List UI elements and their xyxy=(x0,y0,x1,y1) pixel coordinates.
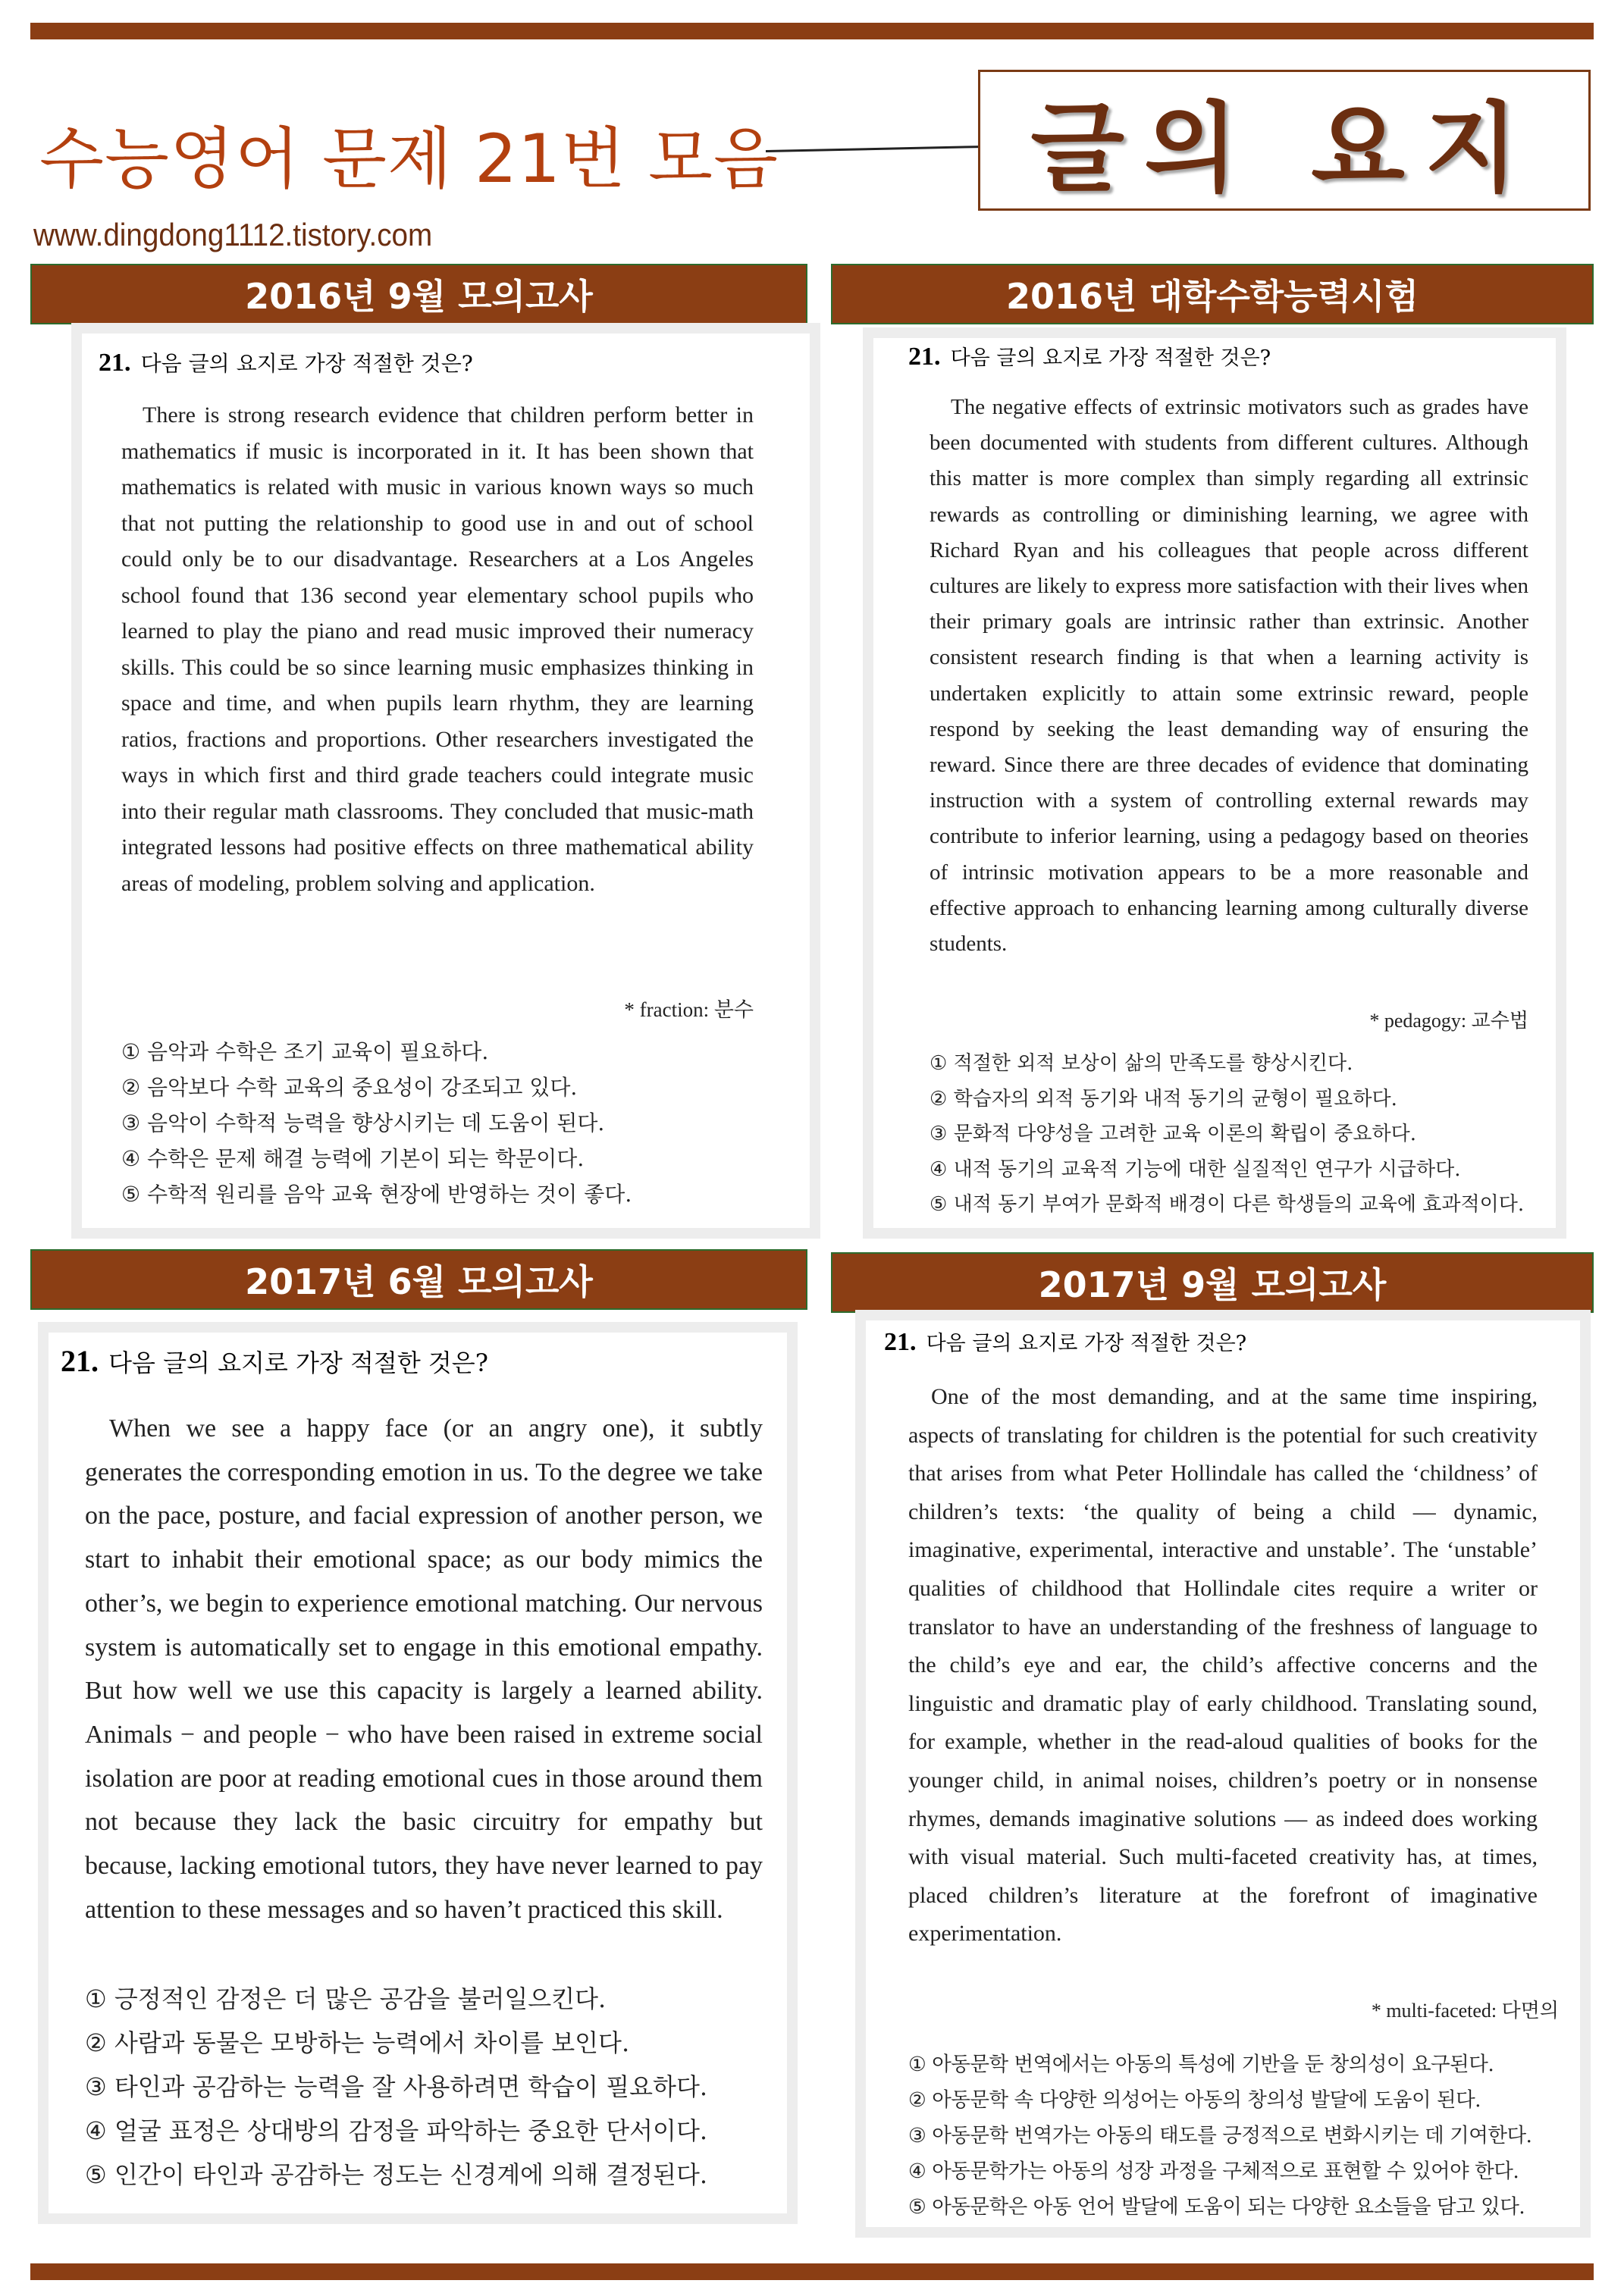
topic-label: 글의 요지 xyxy=(1030,92,1538,205)
choice-5[interactable] xyxy=(930,1187,1544,1223)
answer-choices xyxy=(930,1046,1544,1223)
choice-3[interactable] xyxy=(85,2065,775,2109)
answer-choices xyxy=(908,2047,1568,2225)
choice-text: 아동문학 속 다양한 의성어는 아동의 창의성 발달에 도움이 된다. xyxy=(932,2088,1481,2112)
question-header xyxy=(99,347,473,377)
passage-text: The negative effects of extrinsic motivators such as grades have been documented with students from different cultures. Although this matter is more complex than simply regarding all extrinsic rewards as controlling or diminishing learning, we agree with Richard Ryan and his colleagues that people across different cultures are likely to express more satisfaction with their lives when their primary goals are intrinsic rather than extrinsic. Another consistent research finding is that when a learning activity is undertaken explicitly to attain some extrinsic reward, people respond by seeking the least demanding way of ensuring the reward. Since there are three decades of evidence that dominating instruction with a system of controlling external rewards may contribute to inferior learning, using a pedagogy based on theories of intrinsic motivation appears to be a more reasonable and effective approach to enhancing learning among culturally diverse students. xyxy=(930,395,1528,957)
question-panel-2017-jun xyxy=(49,1333,787,2213)
question-number: 21. xyxy=(884,1328,917,1356)
choice-3[interactable] xyxy=(930,1117,1544,1152)
choice-text: 아동문학가는 아동의 성장 과정을 구체적으로 표현할 수 있어야 한다. xyxy=(932,2160,1519,2183)
choice-text: 음악보다 수학 교육의 중요성이 강조되고 있다. xyxy=(147,1075,578,1100)
choice-4[interactable] xyxy=(85,2109,775,2153)
choice-4[interactable] xyxy=(121,1141,788,1176)
choice-text: 아동문학은 아동 언어 발달에 도움이 되는 다양한 요소들을 담고 있다. xyxy=(932,2195,1525,2219)
choice-number: ① xyxy=(85,1984,107,2013)
question-panel-2017-sep xyxy=(866,1320,1580,2227)
choice-text: 수학적 원리를 음악 교육 현장에 반영하는 것이 좋다. xyxy=(147,1182,632,1207)
choice-2[interactable] xyxy=(908,2082,1568,2118)
choice-number: ① xyxy=(121,1039,141,1064)
choice-2[interactable] xyxy=(85,2021,775,2065)
choice-number: ③ xyxy=(121,1110,141,1135)
section-banner-2016-csat: 2016년 대학수학능력시험 xyxy=(831,264,1594,324)
passage-text: There is strong research evidence that children perform better in mathematics if music is incorporated in it. It has been shown that mathematics is related with music in various known ways so much that not putting the relationship to good use in and out of school could only be to our disadvantage. Researchers at a Los Angeles school found that 136 second year elementary school pupils who learned to play the piano and read music improved their numeracy skills. This could be so since learning music emphasizes thinking in space and time, and when pupils learn rhythm, they are learning ratios, fractions and proportions. Other researchers investigated the ways in which first and third grade teachers could integrate music into their regular math classrooms. They concluded that music-math integrated lessons had positive effects on three mathematical ability areas of modeling, problem solving and application. xyxy=(121,403,754,896)
top-decorative-bar xyxy=(30,23,1594,39)
choice-text: 인간이 타인과 공감하는 정도는 신경계에 의해 결정된다. xyxy=(114,2160,708,2189)
choice-text: 음악이 수학적 능력을 향상시키는 데 도움이 된다. xyxy=(147,1110,605,1135)
vocabulary-note: * pedagogy: 교수법 xyxy=(1369,1010,1528,1032)
question-number: 21. xyxy=(61,1344,99,1378)
website-link[interactable]: www.dingdong1112.tistory.com xyxy=(33,217,433,252)
choice-number: ④ xyxy=(908,2160,926,2183)
question-prompt: 다음 글의 요지로 가장 적절한 것은? xyxy=(140,351,473,376)
choice-text: 아동문학 번역에서는 아동의 특성에 기반을 둔 창의성이 요구된다. xyxy=(932,2053,1494,2076)
title-connector-line xyxy=(766,146,980,152)
choice-text: 아동문학 번역가는 아동의 태도를 긍정적으로 변화시키는 데 기여한다. xyxy=(932,2124,1532,2147)
choice-text: 사람과 동물은 모방하는 능력에서 차이를 보인다. xyxy=(114,2028,630,2057)
choice-3[interactable] xyxy=(121,1105,788,1141)
answer-choices xyxy=(85,1977,775,2197)
passage-text: One of the most demanding, and at the same time inspiring, aspects of translating for children is the potential for such creativity that arises from what Peter Hollindale has called the ‘childness’ of children’s texts: ‘the quality of being a child — dynamic, imaginative, experimental, interactive and unstable’. The ‘unstable’ qualities of childhood that Hollindale cites require a writer or translator to have an understanding of the freshness of language to the child’s eye and ear, the child’s affective concerns and the linguistic and dramatic play of early childhood. Translating sound, for example, whether in the read-aloud qualities of books for the younger child, in animal noises, children’s poetry or in nonsense rhymes, demands imaginative solutions — as indeed does working with visual material. Such multi-faceted creativity has, at times, placed children’s literature at the forefront of imaginative experimentation. xyxy=(908,1384,1538,1947)
choice-1[interactable] xyxy=(930,1046,1544,1082)
question-header xyxy=(61,1343,488,1379)
topic-box xyxy=(978,70,1591,211)
question-prompt: 다음 글의 요지로 가장 적절한 것은? xyxy=(108,1348,488,1377)
choice-text: 내적 동기의 교육적 기능에 대한 실질적인 연구가 시급하다. xyxy=(953,1157,1461,1181)
question-header xyxy=(908,341,1271,371)
choice-number: ① xyxy=(908,2053,926,2076)
choice-number: ② xyxy=(908,2088,926,2112)
choice-number: ⑤ xyxy=(930,1193,948,1216)
choice-text: 얼굴 표정은 상대방의 감정을 파악하는 중요한 단서이다. xyxy=(114,2116,708,2145)
choice-text: 문화적 다양성을 고려한 교육 이론의 확립이 중요하다. xyxy=(953,1123,1416,1145)
bottom-decorative-bar xyxy=(30,2263,1594,2280)
choice-5[interactable] xyxy=(908,2189,1568,2225)
choice-text: 적절한 외적 보상이 삶의 만족도를 향상시킨다. xyxy=(953,1052,1353,1075)
choice-5[interactable] xyxy=(121,1176,788,1212)
choice-number: ① xyxy=(930,1052,948,1075)
choice-number: ④ xyxy=(930,1157,948,1181)
choice-number: ⑤ xyxy=(85,2160,107,2189)
choice-number: ② xyxy=(930,1087,948,1110)
page-title: 수능영어 문제 21번 모음 xyxy=(39,120,779,198)
choice-number: ② xyxy=(85,2028,107,2057)
choice-5[interactable] xyxy=(85,2153,775,2197)
choice-text: 내적 동기 부여가 문화적 배경이 다른 학생들의 교육에 효과적이다. xyxy=(953,1193,1525,1216)
question-prompt: 다음 글의 요지로 가장 적절한 것은? xyxy=(926,1332,1247,1355)
choice-number: ③ xyxy=(908,2124,926,2147)
question-number: 21. xyxy=(99,349,131,377)
question-number: 21. xyxy=(908,343,941,371)
choice-number: ③ xyxy=(85,2072,107,2101)
question-prompt: 다음 글의 요지로 가장 적절한 것은? xyxy=(950,346,1271,370)
choice-number: ④ xyxy=(85,2116,107,2145)
question-header xyxy=(884,1327,1246,1357)
question-panel-2016-sep xyxy=(82,334,810,1228)
choice-1[interactable] xyxy=(85,1977,775,2021)
vocabulary-note: * multi-faceted: 다면의 xyxy=(1371,2000,1559,2022)
choice-text: 타인과 공감하는 능력을 잘 사용하려면 학습이 필요하다. xyxy=(114,2072,708,2101)
choice-number: ⑤ xyxy=(908,2195,926,2219)
section-banner-2016-sep: 2016년 9월 모의고사 xyxy=(30,264,807,324)
choice-4[interactable] xyxy=(930,1152,1544,1188)
choice-text: 학습자의 외적 동기와 내적 동기의 균형이 필요하다. xyxy=(953,1087,1397,1110)
choice-number: ⑤ xyxy=(121,1182,141,1207)
choice-number: ③ xyxy=(930,1123,948,1145)
choice-text: 긍정적인 감정은 더 많은 공감을 불러일으킨다. xyxy=(114,1984,607,2013)
choice-4[interactable] xyxy=(908,2153,1568,2189)
choice-number: ④ xyxy=(121,1146,141,1171)
choice-3[interactable] xyxy=(908,2118,1568,2153)
choice-2[interactable] xyxy=(930,1082,1544,1117)
passage-text: When we see a happy face (or an angry one), it subtly generates the corresponding emotion in us. To the degree we take on the pace, posture, and facial expression of another person, we start to inhabit their emotional space; as our body mimics the other’s, we begin to experience emotional matching. Our nervous system is automatically set to engage in this emotional empathy. But how well we use this capacity is largely a learned ability. Animals − and people − who have been raised in extreme social isolation are poor at reading emotional cues in those around them not because they lack the basic circuitry for empathy but because, lacking emotional tutors, they have never learned to pay attention to these messages and so haven’t practiced this skill. xyxy=(85,1414,763,1924)
choice-1[interactable] xyxy=(908,2047,1568,2082)
section-banner-2017-sep: 2017년 9월 모의고사 xyxy=(831,1252,1594,1313)
answer-choices xyxy=(121,1034,788,1212)
section-banner-2017-jun: 2017년 6월 모의고사 xyxy=(30,1249,807,1310)
vocabulary-note: * fraction: 분수 xyxy=(624,998,754,1021)
choice-text: 음악과 수학은 조기 교육이 필요하다. xyxy=(147,1039,489,1064)
choice-2[interactable] xyxy=(121,1070,788,1105)
choice-text: 수학은 문제 해결 능력에 기본이 되는 학문이다. xyxy=(147,1146,585,1171)
question-panel-2016-csat xyxy=(873,338,1556,1228)
choice-number: ② xyxy=(121,1075,141,1100)
choice-1[interactable] xyxy=(121,1034,788,1070)
